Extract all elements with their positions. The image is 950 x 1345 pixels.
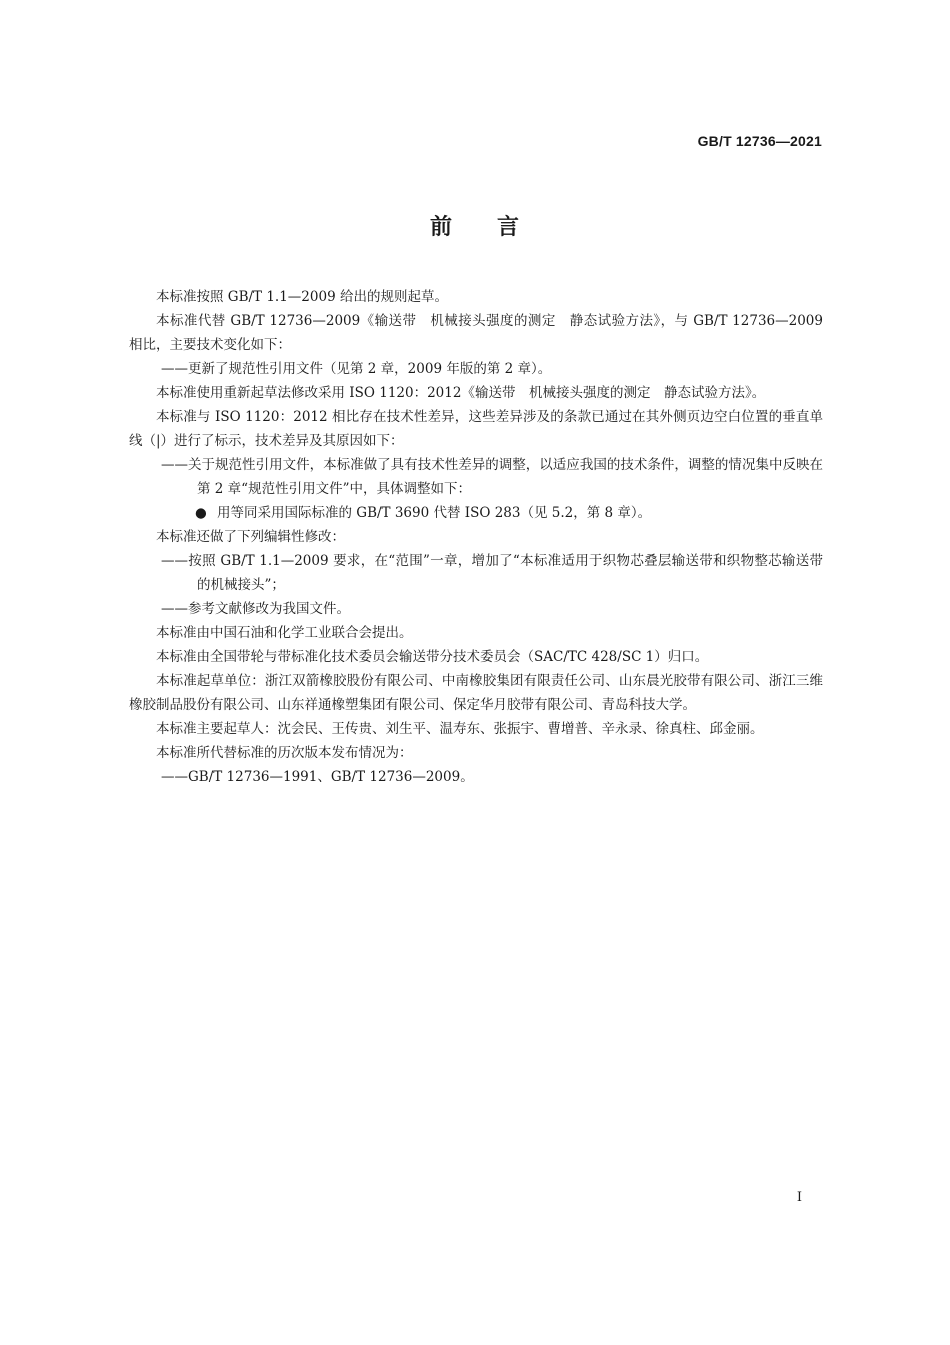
paragraph-technical-differences: 本标准与 ISO 1120：2012 相比存在技术性差异，这些差异涉及的条款已通过在其外侧页边空白位置的垂直单线（|）进行了标示，技术差异及其原因如下： [129,409,823,449]
editorial-item-bibliography: ——参考文献修改为我国文件。 [161,601,350,617]
editorial-item-scope: ——按照 GB/T 1.1—2009 要求，在“范围”一章，增加了“本标准适用于织物芯叠层输送带和织物整芯输送带的机械接头”； [161,553,823,593]
change-item-references: ——更新了规范性引用文件（见第 2 章，2009 年版的第 2 章）。 [161,361,552,377]
paragraph-replaces: 本标准代替 GB/T 12736—2009《输送带 机械接头强度的测定 静态试验方法》，与 GB/T 12736—2009 相比，主要技术变化如下： [129,313,823,353]
previous-editions-list: ——GB/T 12736—1991、GB/T 12736—2009。 [161,769,474,785]
paragraph-drafters: 本标准主要起草人：沈会民、王传贵、刘生平、温寿东、张振宇、曹增普、辛永录、徐真柱、邱金丽。 [156,721,764,737]
foreword-body [129,285,823,789]
paragraph-proposed-by: 本标准由中国石油和化学工业联合会提出。 [156,625,413,641]
paragraph-editorial-changes: 本标准还做了下列编辑性修改： [156,529,345,545]
paragraph-drafting-rules: 本标准按照 GB/T 1.1—2009 给出的规则起草。 [156,289,448,305]
difference-item-references: ——关于规范性引用文件，本标准做了具有技术性差异的调整，以适应我国的技术条件，调整的情况集中反映在第 2 章“规范性引用文件”中，具体调整如下： [161,457,823,497]
bullet-item [129,501,823,525]
bullet-icon: ● [195,505,207,521]
paragraph-drafting-units: 本标准起草单位：浙江双箭橡胶股份有限公司、中南橡胶集团有限责任公司、山东晨光胶带有限公司、浙江三维橡胶制品股份有限公司、山东祥通橡塑集团有限公司、保定华月胶带有限公司、青岛科技大学。 [129,673,823,713]
standard-number: GB/T 12736—2021 [697,133,822,149]
bullet-item-text: 用等同采用国际标准的 GB/T 3690 代替 ISO 283（见 5.2，第 8 章）。 [217,505,652,521]
page-title [0,210,950,241]
paragraph-previous-editions: 本标准所代替标准的历次版本发布情况为： [156,745,413,761]
paragraph-administered-by: 本标准由全国带轮与带标准化技术委员会输送带分技术委员会（SAC/TC 428/SC 1）归口。 [156,649,709,665]
title-char-2: 言 [497,215,521,240]
page-number: I [796,1190,802,1205]
title-char-1: 前 [429,215,453,240]
paragraph-adoption: 本标准使用重新起草法修改采用 ISO 1120：2012《输送带 机械接头强度的测定 静态试验方法》。 [156,385,766,401]
